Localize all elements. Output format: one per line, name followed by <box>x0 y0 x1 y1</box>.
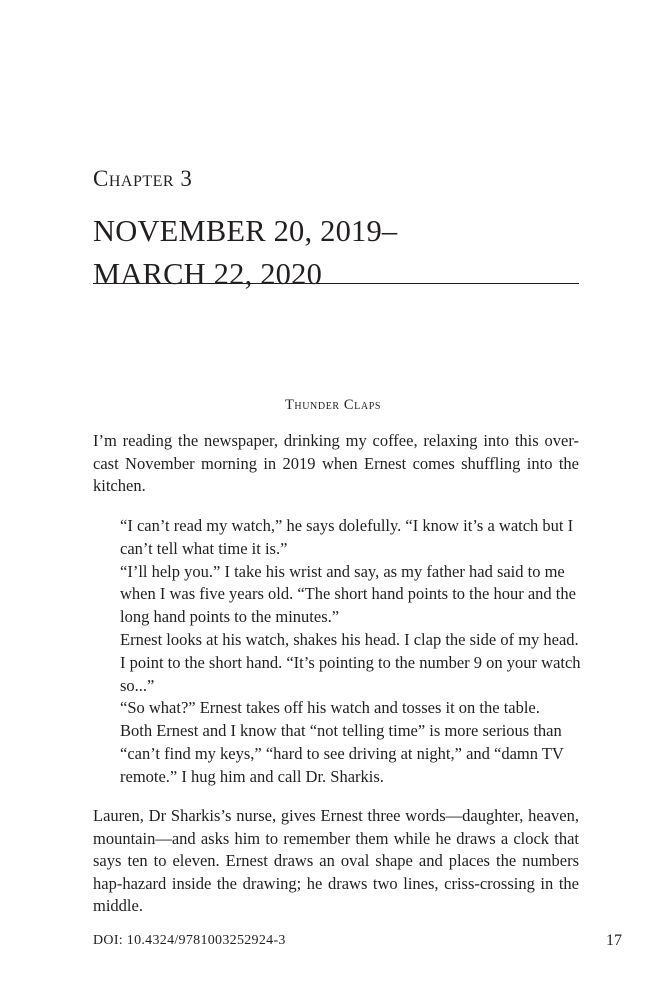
page-number: 17 <box>606 932 622 949</box>
footer-doi: DOI: 10.4324/9781003252924-3 <box>93 933 286 948</box>
body-paragraph-1: I’m reading the newspaper, drinking my coffee, relaxing into this over-cast November morning in 2019 when Ernest comes shuffling into the kitchen. <box>93 431 579 495</box>
indented-dialogue-block <box>120 515 582 789</box>
chapter-title-line-2: MARCH 22, 2020 <box>93 257 323 291</box>
dialogue-paragraph-3: Ernest looks at his watch, shakes his head. I clap the side of my head. I point to the short hand. “It’s pointing to the number 9 on your watch so...” <box>120 629 581 695</box>
section-heading: Thunder Claps <box>284 397 382 413</box>
dialogue-paragraph-4: “So what?” Ernest takes off his watch and tosses it on the table. <box>120 698 540 718</box>
dialogue-paragraph-5: Both Ernest and I know that “not telling time” is more serious than “can’t find my keys,” “hard to see driving at night,” and “damn TV remote.” I hug him and call Dr. Sharkis. <box>120 721 564 786</box>
dialogue-paragraph-2: “I’ll help you.” I take his wrist and say, as my father had said to me when I was five years old. “The short hand points to the hour and the long hand points to the minutes.” <box>120 561 576 627</box>
chapter-label: Chapter 3 <box>93 166 193 191</box>
body-paragraph-2: Lauren, Dr Sharkis’s nurse, gives Ernest three words—daughter, heaven, mountain—and asks him to remember them while he draws a clock that says ten to eleven. Ernest draws an oval shape and places the numbers hap-hazard inside the drawing; he draws two lines, criss-crossing in the middle. <box>93 806 579 915</box>
chapter-title-line-1: NOVEMBER 20, 2019– <box>93 214 398 248</box>
dialogue-paragraph-1: “I can’t read my watch,” he says dolefully. “I know it’s a watch but I can’t tell what time it is.” <box>120 516 574 558</box>
title-underline-rule <box>93 283 579 284</box>
